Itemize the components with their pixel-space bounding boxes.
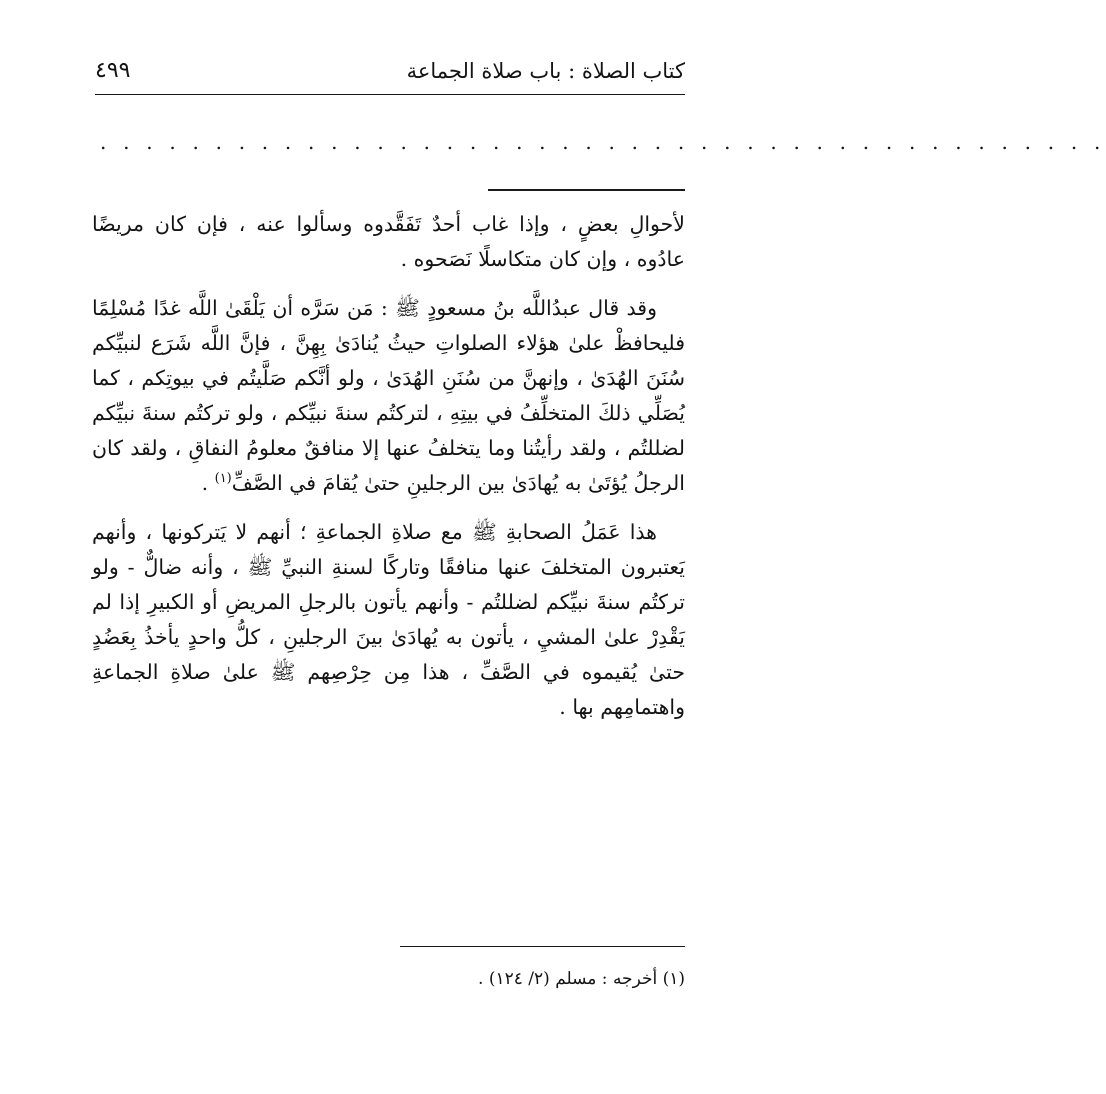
ellipsis-line: . . . . . . . . . . . . . . . . . . . . . . . . . . . . . . . . . . . . . . . . . . . .	[100, 130, 1106, 154]
main-text	[92, 207, 685, 739]
paragraph-2	[92, 291, 685, 501]
page-number: ٤٩٩	[95, 58, 131, 83]
footnote-rule	[400, 946, 685, 947]
paragraph-1-text: لأحوالِ بعضٍ ، وإذا غاب أحدٌ تَفَقَّدوه وسألوا عنه ، فإن كان مريضًا عادُوه ، وإن كان متكاسلًا نَصَحوه .	[92, 212, 685, 271]
footnote: (١) أخرجه : مسلم (٢/ ١٢٤) .	[478, 969, 685, 989]
paragraph-2-text: وقد قال عبدُاللَّه بنُ مسعودٍ ﷺ : مَن سَرَّه أن يَلْقَىٰ اللَّه غدًا مُسْلِمًا فليحافظْ علىٰ هؤلاء الصلواتِ حيثُ يُنادَىٰ بِهِنَّ ، فإنَّ اللَّه شَرَع لنبيِّكم سُنَنَ الهُدَىٰ ، وإنهنَّ من سُنَنِ الهُدَىٰ ، ولو أنَّكم صَلَّيتُم في بيوتِكم ، كما يُصَلِّي ذلكَ المتخلِّفُ في بيتِهِ ، لتركتُم سنةَ نبيِّكم ، ولو تركتُم سنةَ نبيِّكم لضللتُم ، ولقد رأيتُنا وما يتخلفُ عنها إلا منافقٌ معلومُ النفاقِ ، ولقد كان الرجلُ يُؤتَىٰ به يُهادَىٰ بين الرجلينِ حتىٰ يُقامَ في الصَّفِّ	[92, 296, 685, 495]
section-rule	[488, 189, 685, 191]
paragraph-2-tail: .	[201, 471, 215, 495]
header-rule	[95, 94, 685, 95]
paragraph-3	[92, 515, 685, 725]
page-header	[95, 56, 685, 92]
paragraph-1	[92, 207, 685, 277]
running-title: كتاب الصلاة : باب صلاة الجماعة	[406, 59, 685, 83]
paragraph-3-text: هذا عَمَلُ الصحابةِ ﷺ مع صلاةِ الجماعةِ ؛ أنهم لا يَتركونها ، وأنهم يَعتبرون المتخلفَ عنها منافقًا وتاركًا لسنةِ النبيِّ ﷺ ، وأنه ضالٌّ - ولو تركتُم سنةَ نبيِّكم لضللتُم - وأنهم يأتون بالرجلِ المريضِ أو الكبيرِ إذا لم يَقْدِرْ علىٰ المشيِ ، يأتون به يُهادَىٰ بينَ الرجلينِ ، كلُّ واحدٍ يأخذُ بِعَضُدٍ حتىٰ يُقيموه في الصَّفِّ ، هذا مِن حِرْصِهم ﷺ علىٰ صلاةِ الجماعةِ واهتمامِهم بها .	[92, 520, 685, 719]
footnote-reference[interactable]: (١)	[214, 471, 232, 487]
